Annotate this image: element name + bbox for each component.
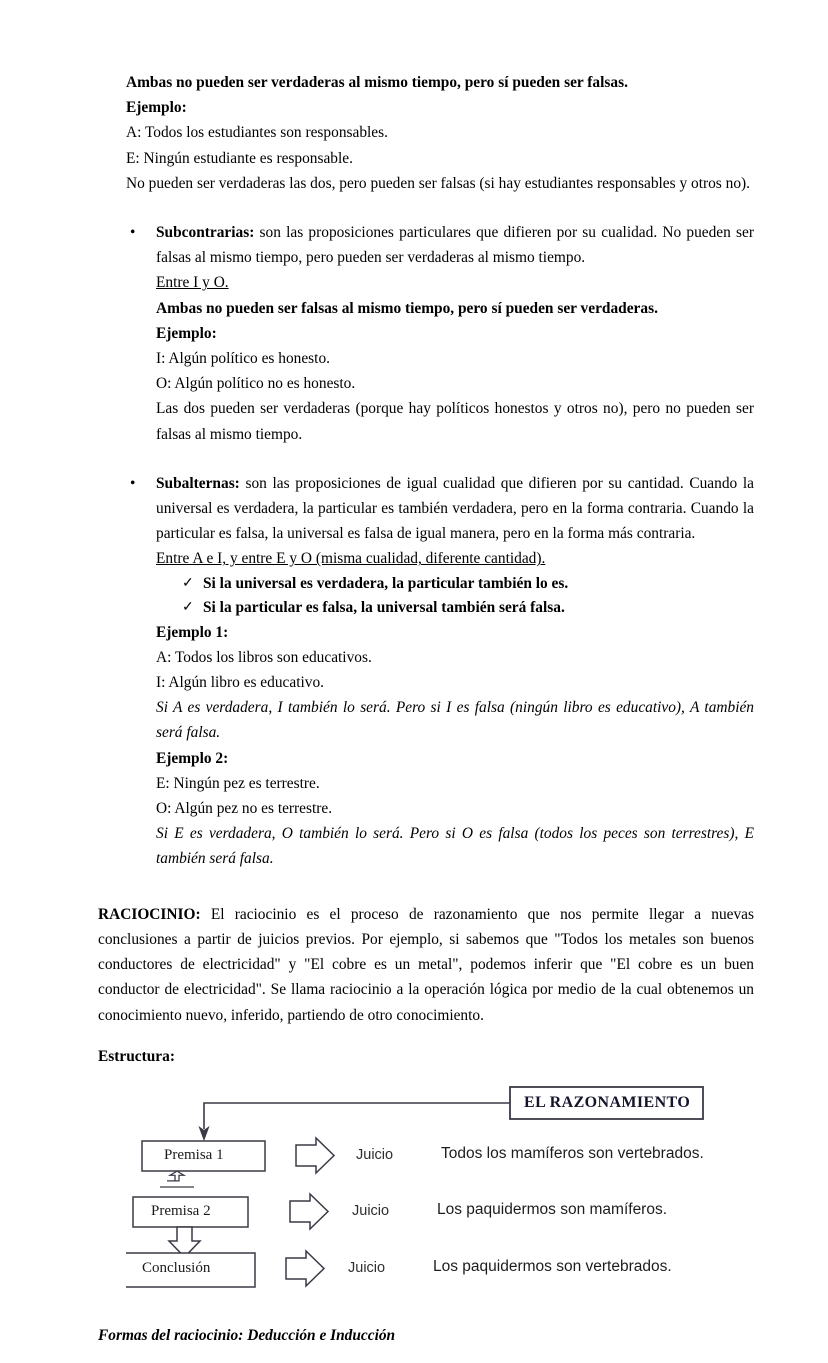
right-arrow-icon: [290, 1194, 328, 1229]
contrarias-example-label: Ejemplo:: [126, 99, 187, 117]
subcontrarias-definition: [156, 220, 754, 270]
contrarias-rule: Ambas no pueden ser verdaderas al mismo tiempo, pero sí pueden ser falsas.: [126, 74, 628, 91]
subcontrarias-term: Subcontrarias:: [156, 224, 255, 242]
check-item-label: Si la universal es verdadera, la particular también lo es.: [203, 574, 569, 592]
diagram-canvas: [126, 1083, 754, 1313]
subalternas-ex2-note: Si E es verdadera, O también lo será. Pero si O es falsa (todos los peces son terrestres), E también será falsa.: [156, 825, 754, 868]
check-item-label: Si la particular es falsa, la universal también será falsa.: [203, 598, 565, 616]
spacer: [126, 872, 754, 902]
subalternas-term: Subalternas:: [156, 474, 240, 492]
subalternas-example2-label: Ejemplo 2:: [156, 749, 229, 767]
check-icon: ✓: [182, 575, 194, 591]
premise-1-sentence: Todos los mamíferos son vertebrados.: [441, 1144, 704, 1162]
bullet-icon: •: [130, 474, 136, 492]
subalternas-example1-label: Ejemplo 1:: [156, 623, 229, 641]
spacer: [98, 1028, 754, 1044]
razonamiento-diagram: [126, 1083, 754, 1313]
subalternas-ex2-proposition-e: E: Ningún pez es terrestre.: [156, 774, 320, 792]
raciocinio-heading: RACIOCINIO:: [98, 905, 201, 923]
premise-1-label: Premisa 1: [164, 1146, 224, 1163]
subalternas-check-item: [156, 596, 754, 620]
subcontrarias-proposition-i: I: Algún político es honesto.: [156, 350, 330, 368]
spacer: [126, 447, 754, 471]
estructura-label: Estructura:: [98, 1047, 175, 1065]
raciocinio-body: El raciocinio es el proceso de razonamiento que nos permite llegar a nuevas conclusiones a partir de juicios previos. Por ejemplo, si sabemos que "Todos los metales son buenos conductores de electricidad" y "El cobre es un metal", podemos inferir que "El cobre es un buen conductor de electricidad". Se llama raciocinio a la operación lógica por medio de la cual obtenemos un conocimiento nuevo, inferido, partiendo de otro conocimiento.: [98, 905, 754, 1024]
title-connector-line: [199, 1103, 510, 1140]
subcontrarias-proposition-o: O: Algún político no es honesto.: [156, 375, 356, 393]
subalternas-ex1-note: Si A es verdadera, I también lo será. Pero si I es falsa (ningún libro es educativo), A también será falsa.: [156, 699, 754, 742]
subalternas-check-item: [156, 572, 754, 596]
subalternas-definition: [156, 471, 754, 547]
subcontrarias-rule: Ambas no pueden ser falsas al mismo tiempo, pero sí pueden ser verdaderas.: [156, 299, 658, 317]
subalternas-ex1-proposition-i: I: Algún libro es educativo.: [156, 674, 324, 692]
check-icon: ✓: [182, 599, 194, 615]
right-arrow-icon: [286, 1251, 324, 1286]
right-arrow-icon: [296, 1138, 334, 1173]
subalternas-between: Entre A e I, y entre E y O (misma cualidad, diferente cantidad).: [156, 550, 546, 568]
contrarias-proposition-a: A: Todos los estudiantes son responsables.: [126, 124, 388, 142]
raciocinio-section: [98, 902, 754, 1069]
bullet-icon: •: [130, 224, 136, 242]
premise-2-sentence: Los paquidermos son mamíferos.: [437, 1200, 668, 1218]
subcontrarias-between: Entre I y O.: [156, 274, 229, 292]
subalternas-ex2-proposition-o: O: Algún pez no es terrestre.: [156, 800, 333, 818]
judgement-label: Juicio: [352, 1202, 390, 1219]
subalternas-ex1-proposition-a: A: Todos los libros son educativos.: [156, 648, 372, 666]
subalternas-definition-text: son las proposiciones de igual cualidad que difieren por su cantidad. Cuando la universal es verdadera, la particular es también verdadera, pero en la forma contraria. Cuando la particular es falsa, la universal es falsa de igual manera, pero en la forma más contraria.: [156, 474, 754, 543]
judgement-label: Juicio: [356, 1146, 394, 1163]
document-content: [98, 70, 754, 1348]
subalternas-block: [126, 471, 754, 872]
raciocinio-paragraph: [98, 902, 754, 1028]
subcontrarias-block: [126, 220, 754, 447]
conclusion-label: Conclusión: [142, 1259, 211, 1276]
contrarias-proposition-e: E: Ningún estudiante es responsable.: [126, 149, 353, 167]
judgement-label: Juicio: [348, 1259, 386, 1276]
diagram-title: EL RAZONAMIENTO: [524, 1093, 691, 1111]
subcontrarias-explanation: Las dos pueden ser verdaderas (porque hay políticos honestos y otros no), pero no pueden ser falsas al mismo tiempo.: [156, 400, 754, 443]
conclusion-sentence: Los paquidermos son vertebrados.: [433, 1257, 672, 1275]
premise-2-label: Premisa 2: [151, 1202, 211, 1219]
contrarias-explanation: No pueden ser verdaderas las dos, pero pueden ser falsas (si hay estudiantes responsables y otros no).: [126, 174, 750, 192]
subcontrarias-example-label: Ejemplo:: [156, 324, 217, 342]
contrarias-block: [126, 70, 754, 196]
spacer: [126, 196, 754, 220]
collapsed-down-arrow-icon: [160, 1171, 194, 1187]
subcontrarias-definition-text: son las proposiciones particulares que difieren por su cualidad. No pueden ser falsas al mismo tiempo, pero pueden ser verdaderas al mismo tiempo.: [156, 224, 754, 267]
footer-note: Formas del raciocinio: Deducción e Inducción: [98, 1326, 396, 1344]
